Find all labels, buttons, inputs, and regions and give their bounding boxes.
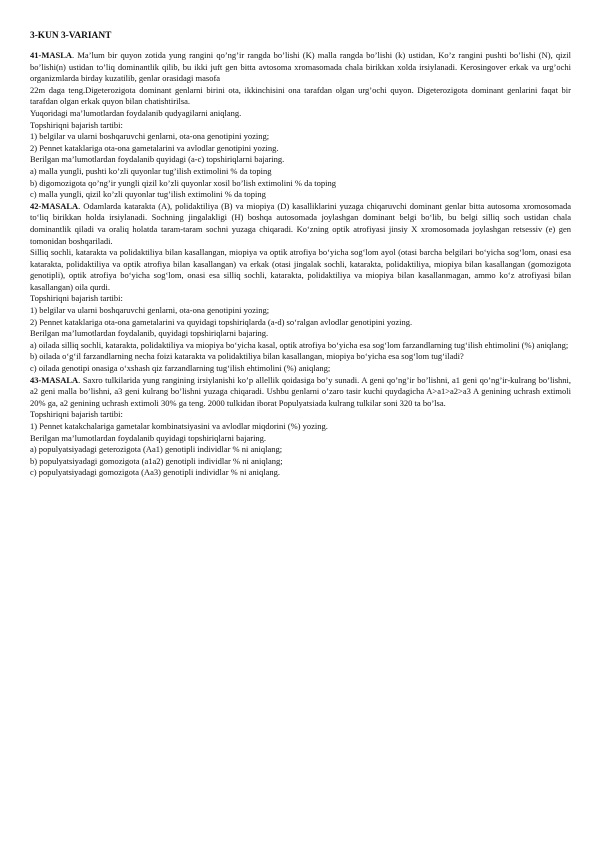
problem-41-step-2: 2) Pennet kataklariga ota-ona gametalarini va avlodlar genotipini yozing. — [30, 142, 279, 153]
problem-41-step-1: 1) belgilar va ularni boshqaruvchi genlarni, ota-ona genotipini yozing; — [30, 131, 270, 142]
problem-42-task-c: c) oilada genotipi onasiga o‘xshash qiz farzandlarning tug‘ilish ehtimolini (%) aniqlang; — [30, 363, 331, 374]
problem-42-label: 42-MASALA — [30, 200, 79, 211]
problem-42 — [30, 201, 571, 375]
page-title: 3-KUN 3-VARIANT — [30, 31, 112, 41]
problem-42-tasks-intro: Berilgan ma’lumotlardan foydalanib, quyidagi topshiriqlarni bajaring. — [30, 328, 269, 339]
problem-43-task-b: b) populyatsiyadagi gomozigota (a1a2) genotipli individlar % ni aniqlang; — [30, 455, 283, 466]
problem-43-task-a: a) populyatsiyadagi geterozigota (Aa1) genotipli individlar % ni aniqlang; — [30, 444, 283, 455]
problem-42-task-a: a) oilada silliq sochli, katarakta, polidaktiliya va miopiya bo‘yicha kasal, optik atrofiya bo‘yicha esa sog‘lom farzandlarning tug‘ilish ehtimolini (%) aniqlang; — [30, 339, 569, 350]
problem-43-task-c: c) populyatsiyadagi gomozigota (Aa3) genotipli individlar % ni aniqlang. — [30, 467, 280, 478]
problem-42-task-b: b) oilada o‘g‘il farzandlarning necha foizi katarakta va polidaktiliya bilan kasallangan, miopiya bo‘yicha esa sog‘lom tug‘iladi? — [30, 351, 464, 362]
problem-41 — [30, 50, 571, 201]
problem-43-label: 43-MASALA — [30, 374, 79, 385]
problem-43 — [30, 375, 571, 479]
problem-43-intro: 43-MASALA. Saxro tulkilarida yung rangining irsiylanishi ko’p allellik qoidasiga bo’y sunadi. A geni qo’ng’ir bo’lishni, a1 geni qo’ng’ir-kulrang bo’lishni, a2 geni malla bo’lishni, a3 geni kulrang bo’lishni yuzaga chiqaradi. Ushbu genlarni o’zaro tasir kuchi quydagicha A>a1>a2>a3 A genining uchrash extimoli 20% ga, a2 genining uchrash extimoli 30% ga teng. 2000 tulkidan iborat Populyatsiada kulrang tulkilar soni 320 ta bo’lsa. — [30, 374, 571, 408]
problem-42-order-heading: Topshiriqni bajarish tartibi: — [30, 293, 123, 304]
problem-41-order-heading: Topshiriqni bajarish tartibi: — [30, 119, 123, 130]
problem-41-task-b: b) digomozigota qo’ng’ir yungli qizil ko’zli quyonlar xosil bo’lish extimolini % da toping — [30, 177, 336, 188]
problem-42-step-1: 1) belgilar va ularni boshqaruvchi genlarni, ota-ona genotipini yozing; — [30, 305, 270, 316]
problem-41-condition: 22m daga teng.Digeterozigota dominant genlarni birini ota, ikkinchisini ona tarafdan olgan urg’ochi quyon. Digeterozigota dominant genlarini faqat bir tarafdan olgan erkak quyon bilan chatishtirilsa. — [30, 84, 571, 107]
problem-41-task-c: c) malla yungli, qizil ko’zli quyonlar tug’ilish extimolini % da toping — [30, 189, 266, 200]
problem-42-step-2: 2) Pennet kataklariga ota-ona gametalarini va quyidagi topshiriqlarda (a-d) so‘ralgan avlodlar genotipini yozing. — [30, 316, 413, 327]
problem-43-order-heading: Topshiriqni bajarish tartibi: — [30, 409, 123, 420]
problem-41-tasks-intro: Berilgan ma’lumotlardan foydalanib quyidagi (a-c) topshiriqlarni bajaring. — [30, 154, 285, 165]
problem-43-step-1: 1) Pennet katakchalariga gametalar kombinatsiyasini va avlodlar miqdorini (%) yozing. — [30, 421, 328, 431]
problem-42-condition: Silliq sochli, katarakta va polidaktiliya bilan kasallangan, miopiya va optik atrofiya bo‘yicha sog‘lom ayol (otasi barcha belgilari bo‘yicha sog‘lom, onasi esa katarakta, polidaktiliya va optik atrofiya bilan kasallangan) va erkak (otasi jingalak sochli, katarakta, polidaktiliya, miopiya bilan kasallangan (gomozigota genotipli), optik atrofiya bo‘yicha sog‘lom, onasi esa silliq sochli, katarakta, polidaktiliya va miopiya bilan kasallanmagan, ammo ko‘z atrofiyasi bilan kasallangan) oila qurdi. — [30, 247, 571, 292]
problem-41-task-a: a) malla yungli, pushti ko’zli quyonlar tug’ilish extimolini % da toping — [30, 165, 272, 176]
problem-41-intro: 41-MASLA. Ma’lum bir quyon zotida yung rangini qo’ng’ir rangda bo’lishi (K) malla rangda bo’lishi (k) ustidan, Ko’z rangini pushti bo’lishi (N), qizil bo’lishi(n) ustidan to’liq dominantlik qilib, bu ikki juft gen bitta avtosoma xromasomada chala birikkan xolda irsiylanadi. Kerosingover erkak va urg’ochi organizmlarda birday kuzatilib, genlar orasidagi masofa — [30, 50, 571, 84]
document-page — [30, 30, 571, 479]
problem-41-label: 41-MASLA — [30, 50, 73, 60]
problem-41-instruction: Yuqoridagi ma’lumotlardan foydalanib qudyagilarni aniqlang. — [30, 107, 242, 118]
problem-43-tasks-intro: Berilgan ma’lumotlardan foydalanib quyidagi topshiriqlarni bajaring. — [30, 432, 267, 443]
problem-42-intro: 42-MASALA. Odamlarda katarakta (A), polidaktiliya (B) va miopiya (D) kasalliklarini yuzaga chiqaruvchi dominant genlar bitta autosoma xromosomada to‘liq birikkan holda irsiylanadi. Sochning jingalakligi (H) boshqa autosomada joylashgan dominant belgi bo‘lib, bu belgi silliq soch ustidan chala dominantlik qiladi va oraliq holatda taram-taram sochni yuzaga chiqaradi. Ko‘zning optik atrofiyasi jinsiy X xromosomada joylashgan retsessiv (e) gen tomonidan boshqariladi. — [30, 200, 571, 246]
